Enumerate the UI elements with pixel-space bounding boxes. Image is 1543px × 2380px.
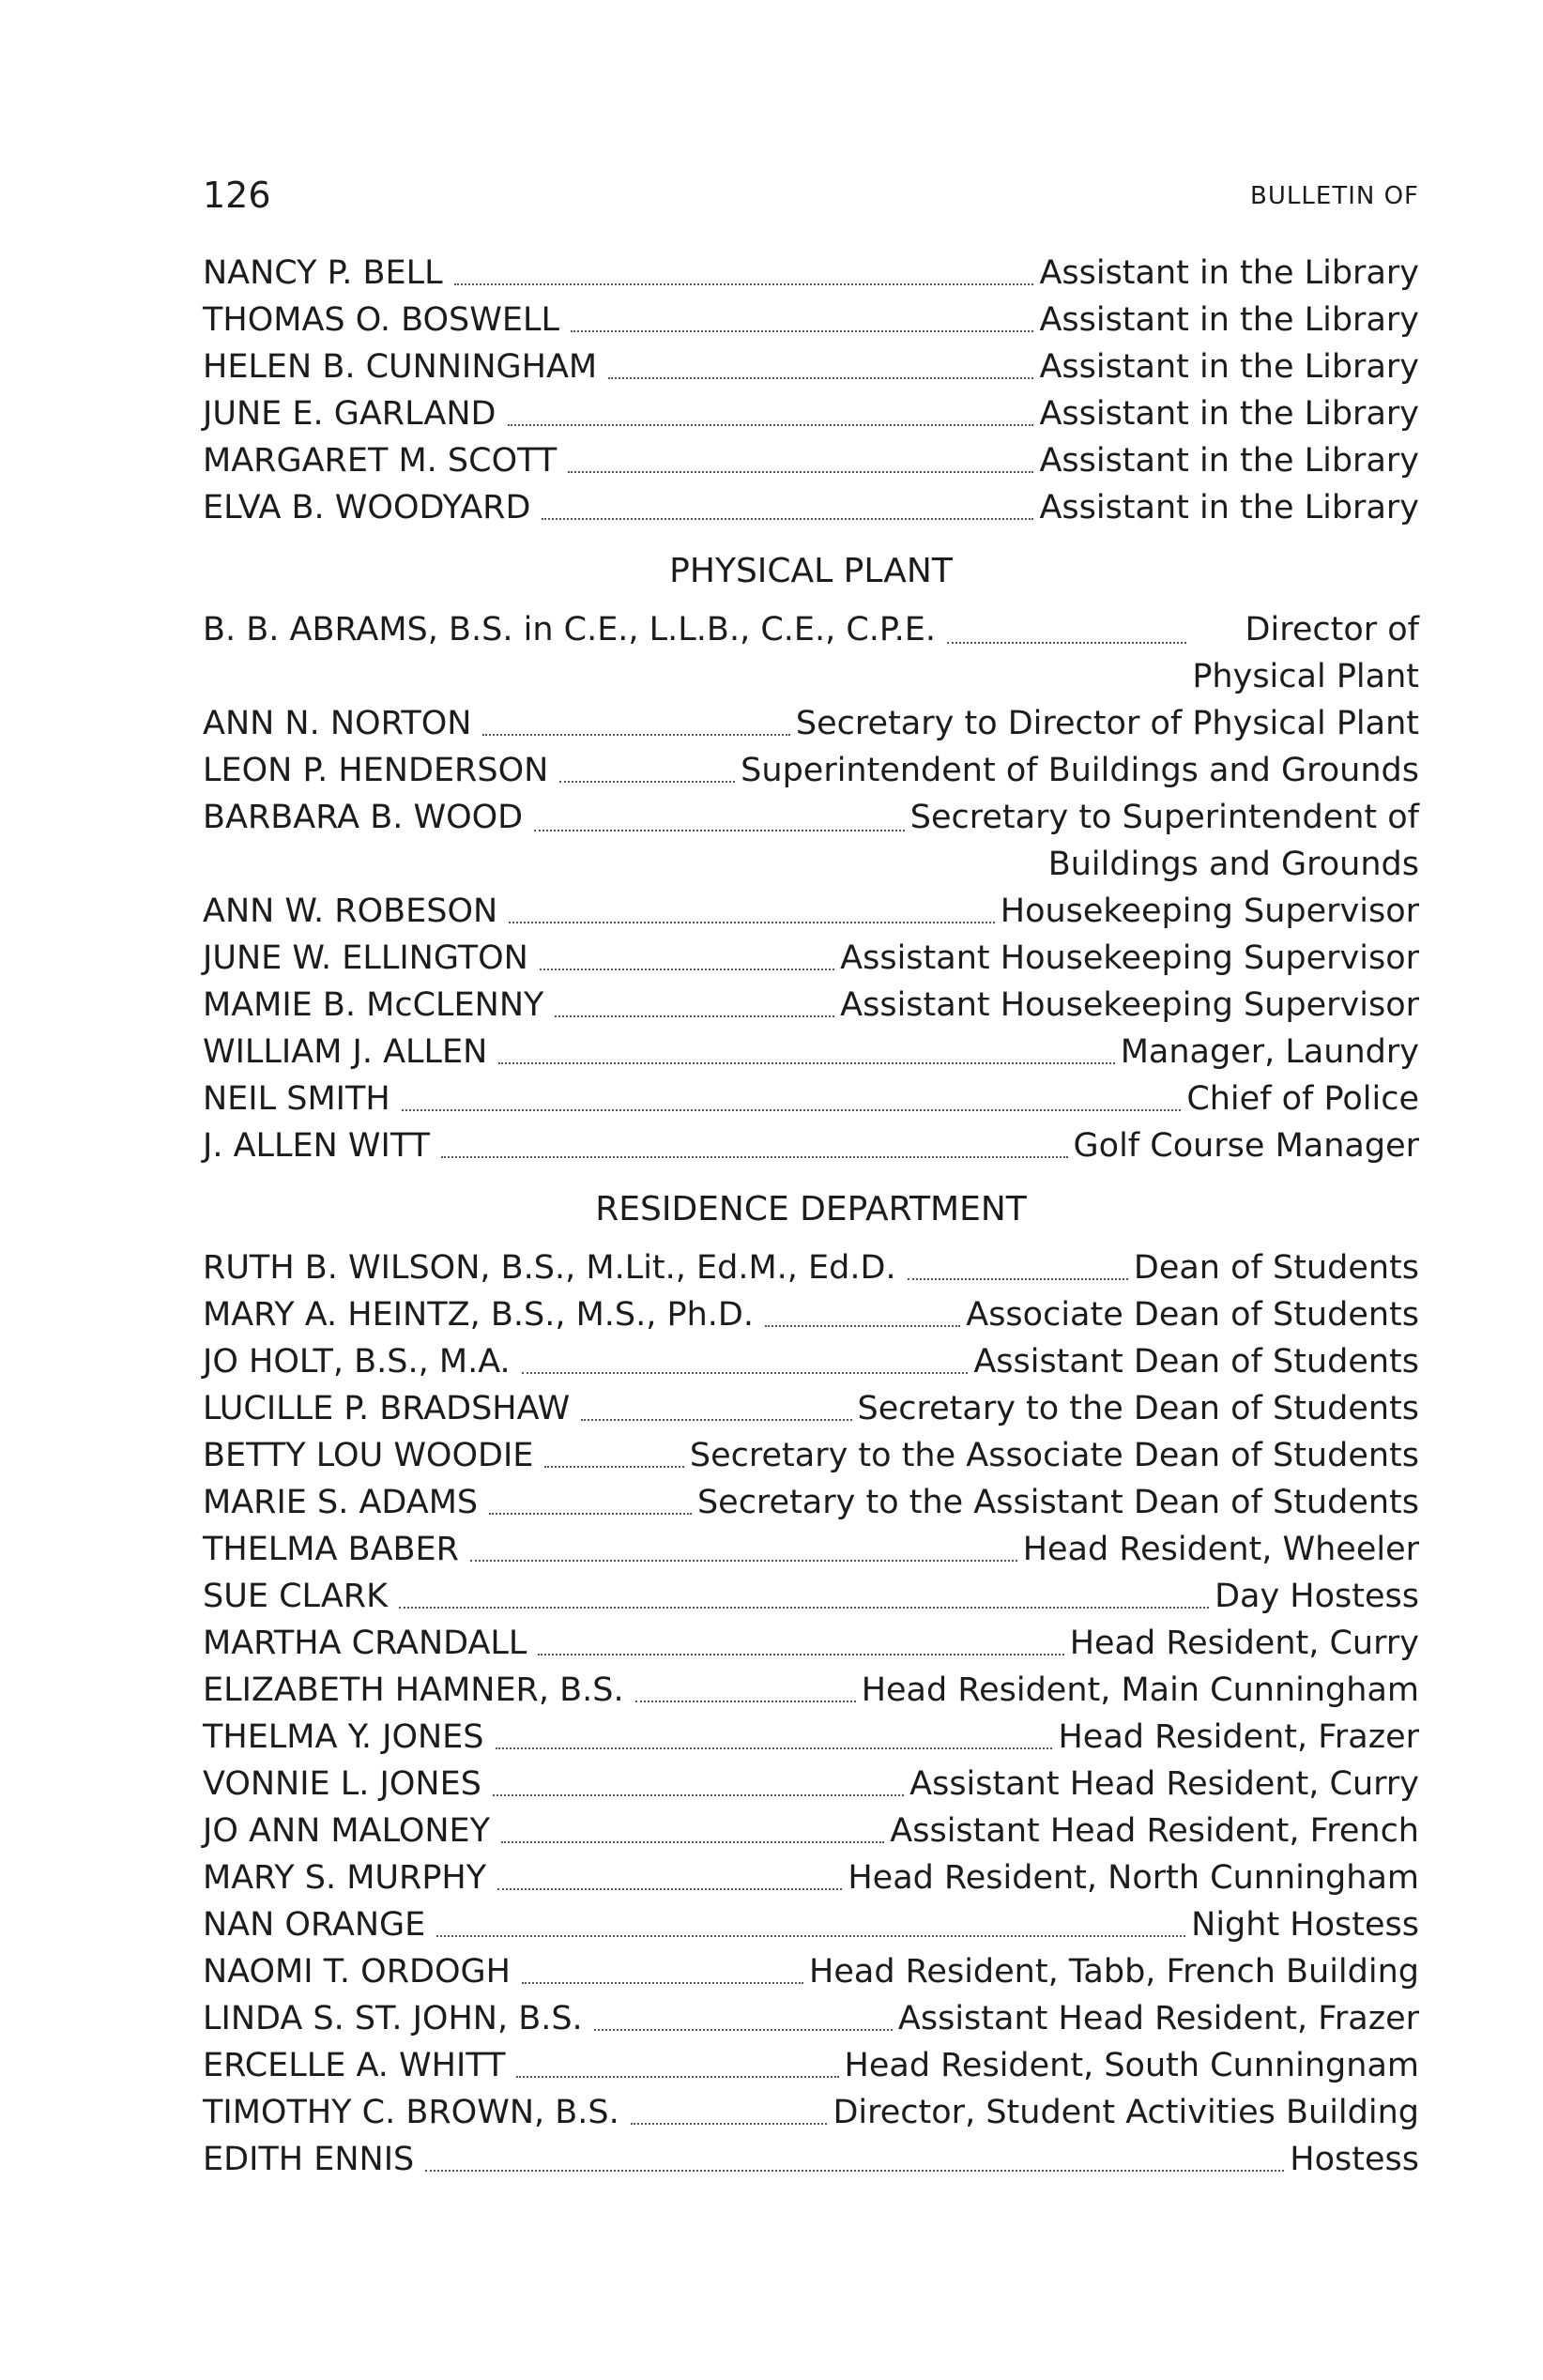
- staff-title: Director, Student Activities Building: [833, 2094, 1419, 2131]
- staff-name: WILLIAM J. ALLEN: [203, 1033, 488, 1071]
- dot-leader: [538, 1654, 1063, 1655]
- staff-name: MAMIE B. McCLENNY: [203, 986, 544, 1024]
- staff-name: ANN W. ROBESON: [203, 892, 498, 930]
- staff-name: SUE CLARK: [203, 1578, 389, 1615]
- staff-title: Head Resident, Wheeler: [1022, 1531, 1419, 1568]
- staff-name: THELMA Y. JONES: [203, 1718, 484, 1756]
- staff-name: LUCILLE P. BRADSHAW: [203, 1390, 571, 1427]
- staff-title: Head Resident, South Cunningnam: [844, 2047, 1419, 2084]
- staff-name: NANCY P. BELL: [203, 254, 443, 292]
- staff-entry: [203, 1385, 1419, 1432]
- staff-title: Day Hostess: [1215, 1578, 1419, 1615]
- dot-leader: [765, 1325, 960, 1327]
- staff-entry: [203, 606, 1419, 700]
- staff-title: Assistant Housekeeping Supervisor: [840, 986, 1419, 1024]
- staff-entry: [203, 250, 1419, 297]
- staff-entry: [203, 2136, 1419, 2183]
- staff-entry: [203, 1122, 1419, 1169]
- staff-entry: [203, 1479, 1419, 1526]
- dot-leader: [501, 1841, 884, 1843]
- staff-entry: [203, 1854, 1419, 1901]
- dot-leader: [568, 471, 1033, 473]
- dot-leader: [482, 734, 789, 736]
- staff-entry: [203, 794, 1419, 888]
- staff-entry: [203, 935, 1419, 982]
- dot-leader: [571, 330, 1033, 332]
- staff-entry: [203, 343, 1419, 390]
- dot-leader: [425, 2170, 1284, 2172]
- staff-title-line-1: Secretary to Superintendent of: [909, 799, 1419, 836]
- staff-name: JUNE E. GARLAND: [203, 395, 497, 433]
- physical-plant-section: [203, 606, 1419, 1169]
- staff-title: Chief of Police: [1186, 1080, 1419, 1118]
- dot-leader: [908, 1278, 1128, 1280]
- staff-name: MARY S. MURPHY: [203, 1859, 487, 1897]
- section-heading-residence-department: RESIDENCE DEPARTMENT: [595, 1190, 1027, 1228]
- staff-entry: [203, 700, 1419, 747]
- dot-leader: [436, 1935, 1185, 1937]
- staff-title: [1192, 606, 1419, 700]
- staff-title: Head Resident, Curry: [1069, 1625, 1419, 1662]
- dot-leader: [540, 969, 834, 970]
- staff-title: Dean of Students: [1133, 1249, 1419, 1287]
- staff-title-line-1: Director of: [1245, 611, 1419, 648]
- dot-leader: [555, 1015, 834, 1017]
- staff-name: THOMAS O. BOSWELL: [203, 301, 559, 339]
- staff-entry: [203, 2089, 1419, 2136]
- staff-name: ERCELLE A. WHITT: [203, 2047, 506, 2084]
- staff-title: Superintendent of Buildings and Grounds: [741, 752, 1419, 789]
- dot-leader: [509, 922, 995, 923]
- staff-name: RUTH B. WILSON, B.S., M.Lit., Ed.M., Ed.D.: [203, 1249, 896, 1287]
- staff-name: BARBARA B. WOOD: [203, 799, 524, 836]
- staff-entry: [203, 1948, 1419, 1995]
- dot-leader: [522, 1372, 969, 1374]
- staff-title: Assistant Dean of Students: [973, 1343, 1419, 1381]
- dot-leader: [516, 2076, 838, 2078]
- staff-entry: [203, 1291, 1419, 1338]
- staff-title: Assistant in the Library: [1039, 301, 1419, 339]
- staff-name: TIMOTHY C. BROWN, B.S.: [203, 2094, 619, 2131]
- staff-name: ELIZABETH HAMNER, B.S.: [203, 1671, 624, 1709]
- staff-entry: [203, 747, 1419, 794]
- staff-name: ELVA B. WOODYARD: [203, 489, 531, 526]
- staff-name: B. B. ABRAMS, B.S. in C.E., L.L.B., C.E., C.P.E.: [203, 611, 936, 648]
- dot-leader: [470, 1560, 1017, 1562]
- staff-name: JO HOLT, B.S., M.A.: [203, 1343, 511, 1381]
- staff-title: Associate Dean of Students: [966, 1296, 1419, 1334]
- staff-entry: [203, 1667, 1419, 1714]
- dot-leader: [441, 1156, 1068, 1158]
- staff-title: Secretary to the Assistant Dean of Students: [696, 1484, 1419, 1521]
- staff-entry: [203, 1573, 1419, 1620]
- staff-entry: [203, 1995, 1419, 2042]
- staff-entry: [203, 1808, 1419, 1854]
- staff-entry: [203, 2042, 1419, 2089]
- staff-name: JO ANN MALONEY: [203, 1812, 491, 1850]
- staff-name: NAOMI T. ORDOGH: [203, 1953, 511, 1991]
- staff-title: Secretary to Director of Physical Plant: [795, 705, 1419, 742]
- staff-title: Assistant Head Resident, Curry: [909, 1765, 1419, 1803]
- staff-title: Manager, Laundry: [1120, 1033, 1419, 1071]
- staff-title: Head Resident, North Cunningham: [848, 1859, 1419, 1897]
- staff-name: LEON P. HENDERSON: [203, 752, 549, 789]
- dot-leader: [399, 1607, 1209, 1609]
- staff-entry: [203, 1620, 1419, 1667]
- dot-leader: [496, 1747, 1053, 1749]
- page-number: 126: [203, 175, 271, 216]
- staff-entry: [203, 1761, 1419, 1808]
- staff-title: Assistant in the Library: [1039, 442, 1419, 480]
- dot-leader: [534, 830, 905, 831]
- staff-entry: [203, 1029, 1419, 1076]
- staff-name: MARIE S. ADAMS: [203, 1484, 479, 1521]
- staff-entry: [203, 297, 1419, 343]
- staff-name: BETTY LOU WOODIE: [203, 1437, 534, 1474]
- section-heading-physical-plant: PHYSICAL PLANT: [669, 552, 953, 590]
- dot-leader: [493, 1794, 904, 1796]
- staff-title: Head Resident, Main Cunningham: [861, 1671, 1419, 1709]
- staff-name: MARTHA CRANDALL: [203, 1625, 527, 1662]
- staff-title: Assistant Head Resident, Frazer: [897, 2000, 1419, 2037]
- staff-entry: [203, 1901, 1419, 1948]
- staff-entry: [203, 484, 1419, 531]
- page-header: [203, 175, 1419, 221]
- dot-leader: [594, 2029, 893, 2031]
- staff-title: Head Resident, Frazer: [1058, 1718, 1419, 1756]
- dot-leader: [508, 424, 1034, 426]
- staff-entry: [203, 390, 1419, 437]
- dot-leader: [559, 781, 735, 783]
- dot-leader: [498, 1062, 1114, 1064]
- staff-title: Assistant Housekeeping Supervisor: [840, 939, 1419, 977]
- dot-leader: [608, 377, 1033, 379]
- staff-title: Assistant in the Library: [1039, 254, 1419, 292]
- dot-leader: [454, 283, 1034, 285]
- staff-name: VONNIE L. JONES: [203, 1765, 481, 1803]
- dot-leader: [522, 1982, 803, 1984]
- staff-title: Night Hostess: [1191, 1906, 1419, 1944]
- staff-entry: [203, 1244, 1419, 1291]
- library-staff-section: [203, 250, 1419, 531]
- staff-name: JUNE W. ELLINGTON: [203, 939, 528, 977]
- staff-title: Head Resident, Tabb, French Building: [809, 1953, 1419, 1991]
- staff-entry: [203, 982, 1419, 1029]
- staff-title: Secretary to the Associate Dean of Students: [689, 1437, 1419, 1474]
- staff-name: MARGARET M. SCOTT: [203, 442, 558, 480]
- staff-name: J. ALLEN WITT: [203, 1127, 431, 1165]
- staff-name: ANN N. NORTON: [203, 705, 472, 742]
- staff-title: Assistant in the Library: [1039, 348, 1419, 386]
- staff-name: THELMA BABER: [203, 1531, 459, 1568]
- staff-title: Golf Course Manager: [1073, 1127, 1419, 1165]
- staff-title: Secretary to the Dean of Students: [857, 1390, 1419, 1427]
- residence-department-section: [203, 1244, 1419, 2183]
- staff-title: Assistant in the Library: [1039, 395, 1419, 433]
- staff-entry: [203, 888, 1419, 935]
- staff-title: Assistant in the Library: [1039, 489, 1419, 526]
- staff-name: NEIL SMITH: [203, 1080, 390, 1118]
- dot-leader: [542, 518, 1033, 520]
- staff-name: MARY A. HEINTZ, B.S., M.S., Ph.D.: [203, 1296, 754, 1334]
- staff-title: Housekeeping Supervisor: [1000, 892, 1419, 930]
- staff-name: HELEN B. CUNNINGHAM: [203, 348, 598, 386]
- staff-entry: [203, 437, 1419, 484]
- staff-title-line-2: Buildings and Grounds: [1047, 846, 1419, 883]
- running-head: BULLETIN OF: [1250, 182, 1419, 210]
- staff-title: Assistant Head Resident, French: [890, 1812, 1419, 1850]
- staff-entry: [203, 1076, 1419, 1122]
- staff-name: NAN ORANGE: [203, 1906, 426, 1944]
- dot-leader: [544, 1466, 683, 1468]
- dot-leader: [581, 1419, 851, 1421]
- staff-directory: [203, 250, 1419, 2183]
- dot-leader: [635, 1701, 856, 1702]
- staff-entry: [203, 1714, 1419, 1761]
- staff-title: [910, 794, 1419, 888]
- dot-leader: [497, 1888, 842, 1890]
- staff-entry: [203, 1432, 1419, 1479]
- staff-entry: [203, 1526, 1419, 1573]
- staff-name: EDITH ENNIS: [203, 2141, 415, 2178]
- dot-leader: [631, 2123, 828, 2125]
- staff-title: Hostess: [1290, 2141, 1419, 2178]
- dot-leader: [947, 642, 1186, 644]
- staff-name: LINDA S. ST. JOHN, B.S.: [203, 2000, 583, 2037]
- dot-leader: [489, 1513, 692, 1515]
- staff-entry: [203, 1338, 1419, 1385]
- staff-title-line-2: Physical Plant: [1192, 658, 1419, 695]
- dot-leader: [402, 1109, 1182, 1111]
